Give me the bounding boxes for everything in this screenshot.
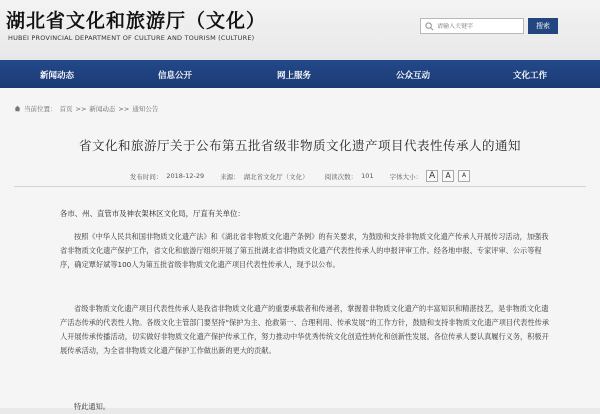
search-icon — [425, 22, 434, 31]
publish-date: 2018-12-29 — [166, 172, 205, 180]
article-title: 省文化和旅游厅关于公布第五批省级非物质文化遗产项目代表性传承人的通知 — [78, 138, 521, 153]
meta-divider — [14, 186, 586, 187]
search-box[interactable] — [420, 18, 524, 34]
nav-item-culture-work[interactable]: 文化工作 — [513, 71, 548, 81]
site-title[interactable]: 湖北省文化和旅游厅（文化） — [6, 10, 267, 32]
breadcrumb-home[interactable]: 首页 — [59, 105, 73, 113]
breadcrumb-separator: >> — [118, 104, 130, 113]
search-input[interactable] — [437, 23, 517, 30]
date-label: 发布时间： — [129, 172, 163, 181]
article-paragraph: 省级非物质文化遗产项目代表性传承人是我省非物质文化遗产的重要承载者和传递者，掌握着非物质文化遗产的丰富知识和精湛技艺，是非物质文化遗产活态传承的代表性人物。各级文化主管部门要坚持“保护为主、抢救第一、合理利用、传承发展”的工作方针，鼓励和支持非物质文化遗产项目代表性传承人开展传承传播活动，切实做好非物质文化遗产保护传承工作，努力推动中华优秀传统文化创造性转化和创新性发展。各位传承人要认真履行义务，积极开展传承活动，为全省非物质文化遗产保护工作做出新的更大的贡献。 — [60, 304, 550, 355]
breadcrumb — [14, 104, 158, 113]
site-subtitle-en: HUBEI PROVINCIAL DEPARTMENT OF CULTURE AND TOURISM (CULTURE) — [8, 34, 255, 42]
article-closing: 特此通知。 — [74, 402, 110, 411]
views-label: 阅读次数： — [324, 172, 358, 181]
nav-item-services[interactable]: 网上服务 — [277, 71, 312, 81]
home-icon — [14, 105, 21, 112]
breadcrumb-notices[interactable]: 通知公告 — [132, 105, 159, 113]
article-paragraph: 按照《中华人民共和国非物质文化遗产法》和《湖北省非物质文化遗产条例》的有关要求，为鼓励和支持非物质文化遗产传承人开展传习活动，加强我省非物质文化遗产保护工作，省文化和旅游厅组织开展了第五批湖北省非物质文化遗产代表性传承人的申报评审工作。经各地申报、专家评审、公示等程序，确定覃好斌等100人为第五批省级非物质文化遗产项目代表性传承人，现予以公布。 — [60, 232, 549, 269]
font-medium-button[interactable]: A — [442, 170, 454, 182]
nav-item-info[interactable]: 信息公开 — [158, 71, 193, 81]
main-nav — [0, 60, 600, 88]
nav-item-news[interactable]: 新闻动态 — [40, 71, 75, 81]
article-greeting: 各市、州、直管市及神农架林区文化局，厅直有关单位： — [60, 209, 245, 218]
view-count: 101 — [361, 172, 374, 180]
article-source: 湖北省文化厅（文化） — [243, 172, 309, 181]
site-header — [0, 0, 600, 60]
font-small-button[interactable]: A — [458, 170, 470, 182]
nav-item-interaction[interactable]: 公众互动 — [396, 71, 431, 81]
breadcrumb-separator: >> — [75, 104, 87, 113]
breadcrumb-news[interactable]: 新闻动态 — [89, 105, 116, 113]
breadcrumb-prefix: 当前位置： — [24, 105, 57, 113]
content-area — [0, 88, 600, 411]
font-large-button[interactable]: A — [426, 170, 438, 182]
search-button[interactable]: 搜索 — [528, 18, 558, 34]
fontsize-label: 字体大小： — [389, 172, 423, 181]
article-meta — [0, 170, 600, 182]
source-label: 来源： — [220, 172, 240, 181]
